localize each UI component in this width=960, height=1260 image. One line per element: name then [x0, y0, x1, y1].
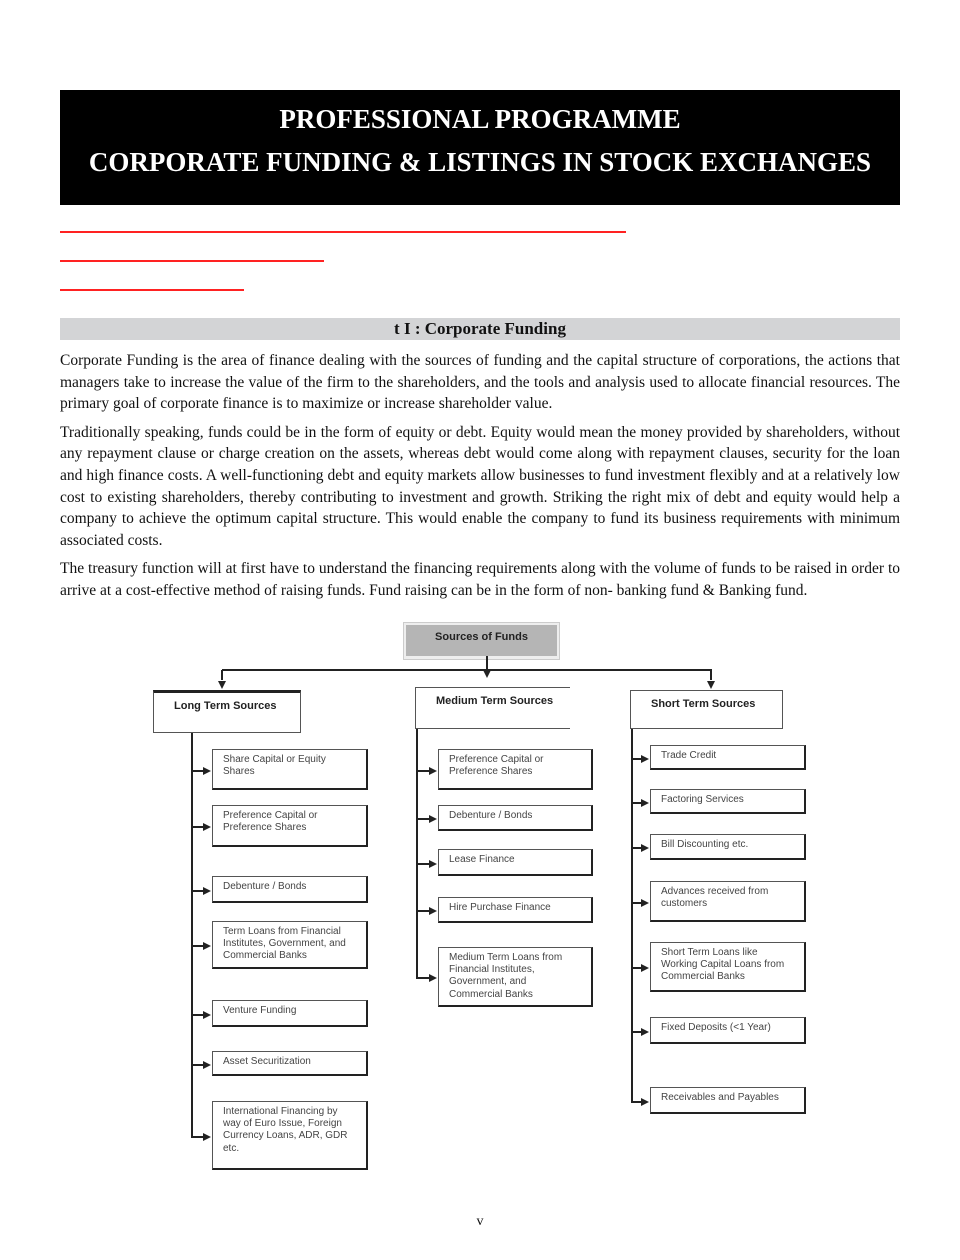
connector: [416, 977, 430, 979]
arrow-right-icon: [203, 1061, 211, 1069]
arrow-right-icon: [203, 767, 211, 775]
arrow-right-icon: [429, 767, 437, 775]
arrow-right-icon: [641, 899, 649, 907]
medium-term-item: Medium Term Loans from Financial Institutes, Government, and Commercial Banks: [438, 947, 593, 1007]
long-term-item: Preference Capital or Preference Shares: [212, 805, 368, 847]
branch-title: Long Term Sources: [174, 700, 277, 712]
branch-title: Medium Term Sources: [436, 695, 554, 707]
arrow-right-icon: [641, 1028, 649, 1036]
connector: [191, 733, 193, 1137]
long-term-item: Term Loans from Financial Institutes, Government, and Commercial Banks: [212, 921, 368, 969]
short-term-item: Receivables and Payables: [650, 1087, 806, 1114]
header-line-2: CORPORATE FUNDING & LISTINGS IN STOCK EXCHANGES: [88, 147, 872, 177]
long-term-item: Venture Funding: [212, 1000, 368, 1027]
short-term-item: Fixed Deposits (<1 Year): [650, 1017, 806, 1044]
arrow-right-icon: [203, 823, 211, 831]
arrow-right-icon: [641, 964, 649, 972]
arrow-right-icon: [429, 907, 437, 915]
header-line-1: PROFESSIONAL PROGRAMME: [279, 104, 681, 134]
page-number: v: [476, 1214, 484, 1229]
short-term-item: Trade Credit: [650, 745, 806, 770]
long-term-item: International Financing by way of Euro Issue, Foreign Currency Loans, ADR, GDR etc.: [212, 1101, 368, 1170]
connector: [416, 729, 418, 978]
root-node: [403, 622, 560, 660]
arrow-right-icon: [641, 799, 649, 807]
arrow-right-icon: [429, 815, 437, 823]
medium-term-sources-node: [415, 687, 570, 729]
medium-term-item: Debenture / Bonds: [438, 805, 593, 831]
section-title: t I : Corporate Funding: [60, 318, 900, 340]
arrow-down-icon: [483, 670, 491, 678]
arrow-right-icon: [203, 887, 211, 895]
short-term-sources-node: [630, 690, 783, 729]
long-term-sources-node: [153, 690, 301, 733]
medium-term-item: Lease Finance: [438, 849, 593, 876]
long-term-item: Debenture / Bonds: [212, 876, 368, 903]
arrow-down-icon: [218, 681, 226, 689]
branch-title: Short Term Sources: [651, 698, 756, 710]
medium-term-item: Preference Capital or Preference Shares: [438, 749, 593, 790]
paragraph: Traditionally speaking, funds could be in the form of equity or debt. Equity would mean the money provided by shareholders, without any repayment clause or charge creation on the assets, whereas debt would come along with repayment clauses, security for the loan and high finance costs. A well-functioning debt and equity markets allow businesses to fund investment flexibly and at a relatively low cost to existing shareholders, thereby contributing to investment and growth. Striking the right mix of debt and equity would help a company to achieve the optimum capital structure. This would enable the company to fund its business requirements with minimum associated costs.: [60, 423, 900, 549]
paragraph: The treasury function will at first have to understand the financing requirements along with the volume of funds to be raised in order to arrive at a cost-effective method of raising funds. Fund raising can be in the form of non- banking fund & Banking fund.: [60, 560, 900, 599]
connector: [416, 910, 430, 912]
arrow-right-icon: [641, 1098, 649, 1106]
short-term-item: Factoring Services: [650, 789, 806, 814]
arrow-right-icon: [203, 942, 211, 950]
connector: [416, 818, 430, 820]
short-term-item: Advances received from customers: [650, 881, 806, 922]
arrow-right-icon: [203, 1133, 211, 1141]
connector: [416, 770, 430, 772]
long-term-item: Asset Securitization: [212, 1051, 368, 1076]
medium-term-item: Hire Purchase Finance: [438, 897, 593, 923]
arrow-right-icon: [429, 860, 437, 868]
arrow-right-icon: [203, 1011, 211, 1019]
short-term-item: Bill Discounting etc.: [650, 834, 806, 860]
paragraph: Corporate Funding is the area of finance dealing with the sources of funding and the capital structure of corporations, the actions that managers take to increase the value of the firm to the shareholders, and the tools and analysis used to allocate financial resources. The primary goal of corporate finance is to maximize or increase shareholder value.: [60, 352, 900, 413]
arrow-right-icon: [641, 844, 649, 852]
connector: [631, 729, 633, 1102]
connector: [222, 669, 712, 671]
connector: [221, 670, 223, 680]
short-term-item: Short Term Loans like Working Capital Loans from Commercial Banks: [650, 942, 806, 992]
connector: [416, 863, 430, 865]
arrow-down-icon: [707, 681, 715, 689]
connector: [486, 656, 488, 670]
connector: [710, 670, 712, 680]
arrow-right-icon: [641, 755, 649, 763]
long-term-item: Share Capital or Equity Shares: [212, 749, 368, 790]
root-label: Sources of Funds: [406, 625, 557, 656]
arrow-right-icon: [429, 974, 437, 982]
